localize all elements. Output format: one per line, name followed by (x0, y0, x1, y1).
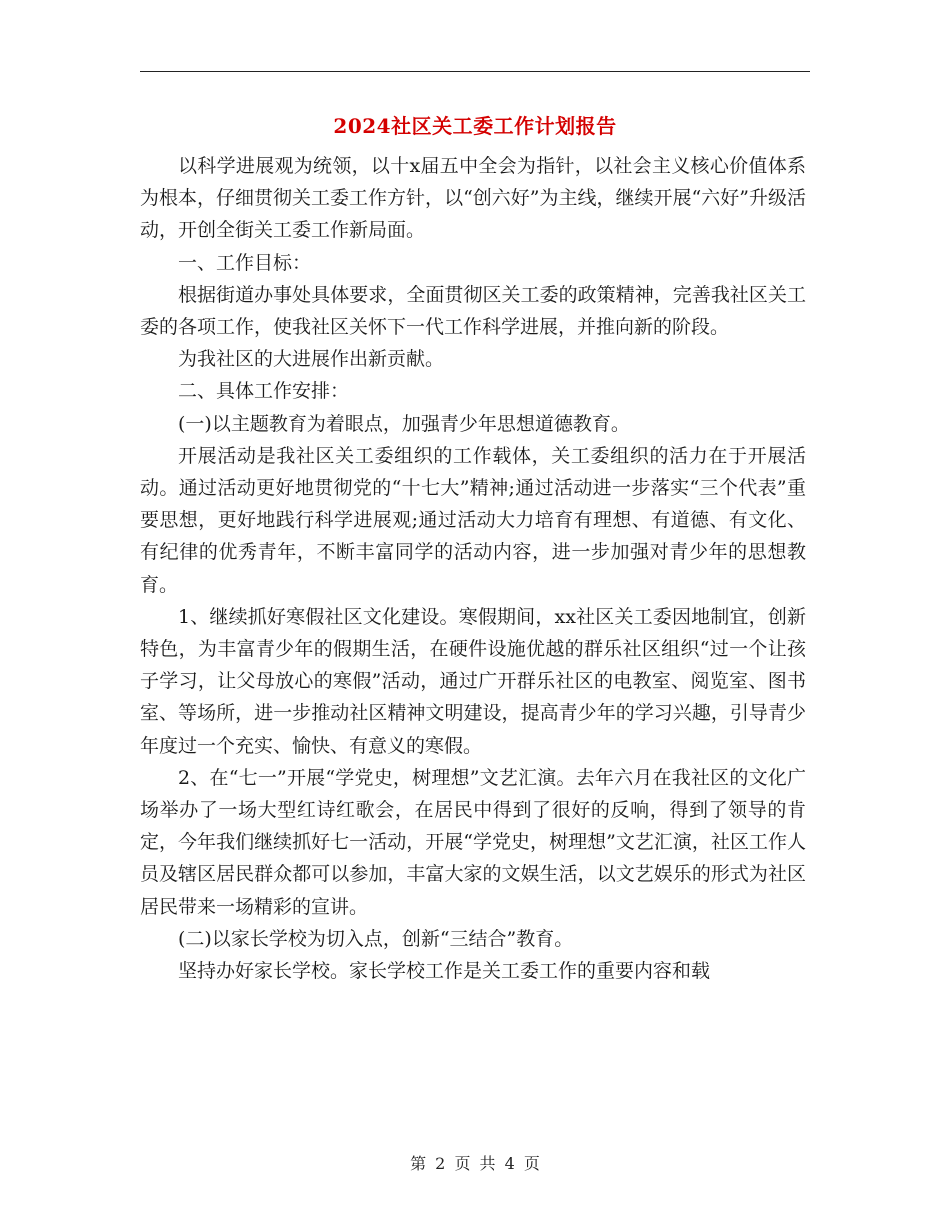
paragraph-goals: 根据街道办事处具体要求，全面贯彻区关工委的政策精神，完善我社区关工委的各项工作，使我社区关怀下一代工作科学进展，并推向新的阶段。 (140, 283, 806, 339)
paragraph-parent-school: 坚持办好家长学校。家长学校工作是关工委工作的重要内容和载 (178, 960, 711, 983)
paragraph-item-2: 2、在“七一”开展“学党史，树理想”文艺汇演。去年六月在我社区的文化广场举办了一场大型红诗红歌会，在居民中得到了很好的反响，得到了领导的肯定，今年我们继续抓好七一活动，开展“学党史，树理想”文艺汇演，社区工作人员及辖区居民群众都可以参加，丰富大家的文娱生活，以文艺娱乐的形式为社区居民带来一场精彩的宣讲。 (140, 766, 806, 918)
heading-work-arrangements: 二、具体工作安排： (178, 380, 350, 403)
heading-work-goals: 一、工作目标： (178, 251, 312, 274)
page-number-footer: 第 2 页 共 4 页 (410, 1154, 540, 1173)
paragraph-activities: 开展活动是我社区关工委组织的工作载体，关工委组织的活力在于开展活动。通过活动更好地贯彻党的“十七大”精神;通过活动进一步落实“三个代表”重要思想，更好地践行科学进展观;通过活动大力培育有理想、有道德、有文化、有纪律的优秀青年，不断丰富同学的活动内容，进一步加强对青少年的思想教育。 (140, 444, 806, 596)
subheading-theme-education: (一)以主题教育为着眼点，加强青少年思想道德教育。 (178, 412, 630, 435)
paragraph-intro: 以科学进展观为统领，以十x届五中全会为指针，以社会主义核心价值体系为根本，仔细贯彻关工委工作方针，以“创六好”为主线，继续开展“六好”升级活动，开创全街关工委工作新局面。 (140, 155, 806, 242)
header-rule (140, 71, 810, 72)
document-title: 2024社区关工委工作计划报告 (333, 114, 617, 138)
document-body (140, 150, 806, 987)
subheading-parent-school: (二)以家长学校为切入点，创新“三结合”教育。 (178, 927, 574, 950)
paragraph-contribution: 为我社区的大进展作出新贡献。 (178, 348, 445, 371)
paragraph-item-1: 1、继续抓好寒假社区文化建设。寒假期间，xx社区关工委因地制宜，创新特色，为丰富青少年的假期生活，在硬件设施优越的群乐社区组织“过一个让孩子学习，让父母放心的寒假”活动，通过广开群乐社区的电教室、阅览室、图书室、等场所，进一步推动社区精神文明建设，提高青少年的学习兴趣，引导青少年度过一个充实、愉快、有意义的寒假。 (140, 605, 806, 757)
